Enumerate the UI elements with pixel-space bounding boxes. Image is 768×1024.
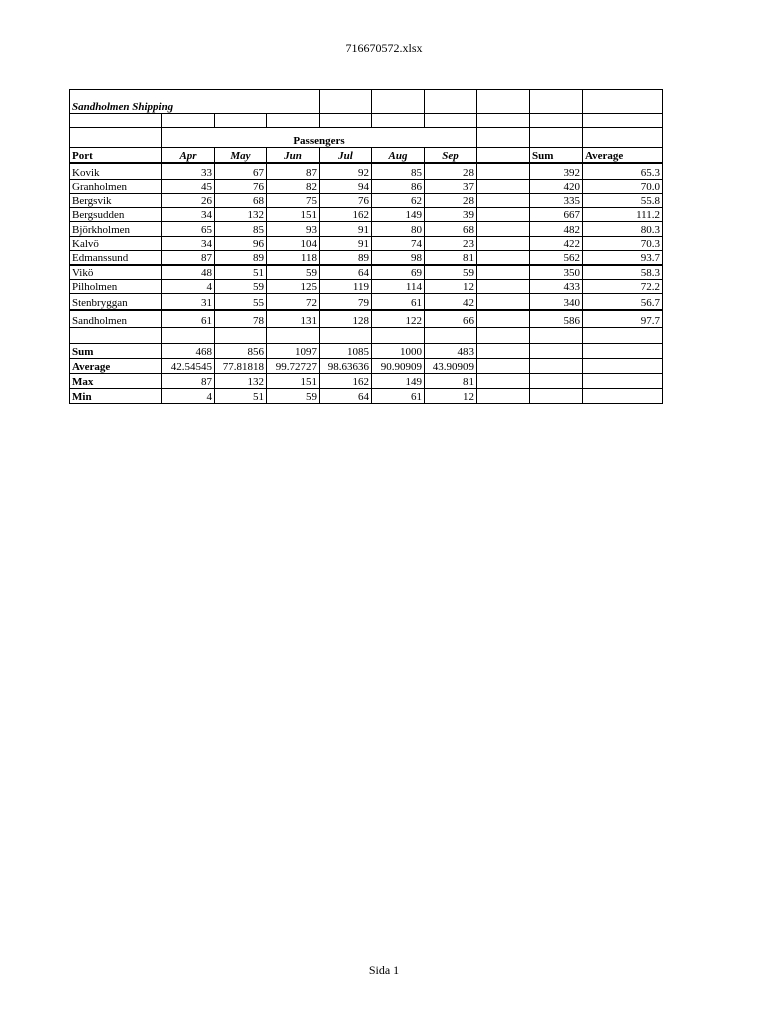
stat-value: 468 — [162, 344, 215, 359]
passenger-count: 87 — [162, 251, 215, 265]
stat-value: 132 — [215, 374, 267, 389]
stat-value: 1000 — [372, 344, 425, 359]
row-sum: 335 — [530, 194, 583, 208]
passenger-count: 122 — [372, 310, 425, 328]
passenger-table — [69, 89, 663, 404]
passenger-count: 34 — [162, 237, 215, 251]
stat-label: Min — [70, 389, 162, 404]
passenger-count: 4 — [162, 280, 215, 294]
passenger-count: 91 — [320, 237, 372, 251]
port-name: Edmanssund — [70, 251, 162, 265]
passenger-count: 72 — [267, 294, 320, 310]
blank-row — [70, 114, 663, 128]
stat-value: 81 — [425, 374, 477, 389]
table-row — [70, 310, 663, 328]
passenger-count: 78 — [215, 310, 267, 328]
port-name: Kovik — [70, 163, 162, 180]
row-average: 111.2 — [583, 208, 663, 222]
month-header: Sep — [425, 148, 477, 163]
month-header: Aug — [372, 148, 425, 163]
passenger-count: 104 — [267, 237, 320, 251]
passenger-count: 114 — [372, 280, 425, 294]
stats-row — [70, 344, 663, 359]
port-name: Granholmen — [70, 180, 162, 194]
column-header-row — [70, 148, 663, 163]
passenger-count: 59 — [267, 265, 320, 280]
passenger-count: 87 — [267, 163, 320, 180]
table-row — [70, 222, 663, 237]
passenger-count: 66 — [425, 310, 477, 328]
row-sum: 667 — [530, 208, 583, 222]
passenger-count: 131 — [267, 310, 320, 328]
row-average: 58.3 — [583, 265, 663, 280]
table-row — [70, 194, 663, 208]
passenger-count: 65 — [162, 222, 215, 237]
passenger-count: 59 — [425, 265, 477, 280]
passenger-count: 82 — [267, 180, 320, 194]
row-sum: 422 — [530, 237, 583, 251]
stat-value: 77.81818 — [215, 359, 267, 374]
table-row — [70, 237, 663, 251]
stat-label: Max — [70, 374, 162, 389]
row-sum: 392 — [530, 163, 583, 180]
row-average: 56.7 — [583, 294, 663, 310]
page-footer: Sida 1 — [368, 963, 400, 977]
sheet-title: Sandholmen Shipping — [70, 90, 320, 114]
average-header: Average — [583, 148, 663, 163]
passenger-count: 118 — [267, 251, 320, 265]
row-sum: 420 — [530, 180, 583, 194]
row-average: 72.2 — [583, 280, 663, 294]
passenger-count: 91 — [320, 222, 372, 237]
table-row — [70, 163, 663, 180]
table-row — [70, 208, 663, 222]
passenger-count: 26 — [162, 194, 215, 208]
passenger-count: 75 — [267, 194, 320, 208]
stat-value: 149 — [372, 374, 425, 389]
row-sum: 350 — [530, 265, 583, 280]
row-average: 70.3 — [583, 237, 663, 251]
passenger-count: 37 — [425, 180, 477, 194]
passenger-count: 12 — [425, 280, 477, 294]
passenger-count: 76 — [320, 194, 372, 208]
stat-value: 856 — [215, 344, 267, 359]
passenger-count: 94 — [320, 180, 372, 194]
stat-value: 64 — [320, 389, 372, 404]
table-row — [70, 265, 663, 280]
passenger-count: 64 — [320, 265, 372, 280]
passenger-count: 69 — [372, 265, 425, 280]
passenger-count: 68 — [425, 222, 477, 237]
passenger-count: 149 — [372, 208, 425, 222]
passenger-count: 61 — [162, 310, 215, 328]
port-name: Bergsvik — [70, 194, 162, 208]
stat-value: 1097 — [267, 344, 320, 359]
title-row — [70, 90, 663, 114]
stats-row — [70, 389, 663, 404]
passenger-count: 48 — [162, 265, 215, 280]
passenger-count: 51 — [215, 265, 267, 280]
file-name-header: 716670572.xlsx — [345, 41, 423, 55]
passenger-count: 68 — [215, 194, 267, 208]
passenger-count: 128 — [320, 310, 372, 328]
stat-value: 151 — [267, 374, 320, 389]
stat-value: 61 — [372, 389, 425, 404]
stat-value: 90.90909 — [372, 359, 425, 374]
table-row — [70, 180, 663, 194]
table-row — [70, 280, 663, 294]
passenger-count: 28 — [425, 163, 477, 180]
month-header: Jun — [267, 148, 320, 163]
stat-value: 98.63636 — [320, 359, 372, 374]
sum-header: Sum — [530, 148, 583, 163]
passenger-count: 45 — [162, 180, 215, 194]
port-name: Pilholmen — [70, 280, 162, 294]
row-average: 70.0 — [583, 180, 663, 194]
passenger-count: 23 — [425, 237, 477, 251]
stat-label: Average — [70, 359, 162, 374]
passenger-count: 33 — [162, 163, 215, 180]
passenger-count: 42 — [425, 294, 477, 310]
row-sum: 562 — [530, 251, 583, 265]
passenger-count: 125 — [267, 280, 320, 294]
row-average: 80.3 — [583, 222, 663, 237]
stats-row — [70, 359, 663, 374]
stat-value: 59 — [267, 389, 320, 404]
passenger-count: 89 — [320, 251, 372, 265]
stat-value: 51 — [215, 389, 267, 404]
group-header-row — [70, 128, 663, 148]
table-row — [70, 294, 663, 310]
port-name: Sandholmen — [70, 310, 162, 328]
passenger-count: 85 — [215, 222, 267, 237]
passenger-count: 119 — [320, 280, 372, 294]
passenger-count: 98 — [372, 251, 425, 265]
stat-value: 87 — [162, 374, 215, 389]
passenger-count: 151 — [267, 208, 320, 222]
month-header: May — [215, 148, 267, 163]
row-sum: 340 — [530, 294, 583, 310]
stat-value: 99.72727 — [267, 359, 320, 374]
row-average: 97.7 — [583, 310, 663, 328]
passenger-count: 89 — [215, 251, 267, 265]
row-average: 93.7 — [583, 251, 663, 265]
passenger-count: 81 — [425, 251, 477, 265]
month-header: Jul — [320, 148, 372, 163]
port-name: Vikö — [70, 265, 162, 280]
passenger-count: 61 — [372, 294, 425, 310]
port-name: Stenbryggan — [70, 294, 162, 310]
stat-value: 483 — [425, 344, 477, 359]
blank-row — [70, 328, 663, 344]
passenger-count: 80 — [372, 222, 425, 237]
table-row — [70, 251, 663, 265]
stat-value: 42.54545 — [162, 359, 215, 374]
month-header: Apr — [162, 148, 215, 163]
row-sum: 482 — [530, 222, 583, 237]
stats-row — [70, 374, 663, 389]
passenger-count: 85 — [372, 163, 425, 180]
passenger-count: 31 — [162, 294, 215, 310]
passenger-count: 62 — [372, 194, 425, 208]
passenger-count: 76 — [215, 180, 267, 194]
row-sum: 433 — [530, 280, 583, 294]
passenger-count: 86 — [372, 180, 425, 194]
port-name: Björkholmen — [70, 222, 162, 237]
passenger-count: 162 — [320, 208, 372, 222]
stat-value: 12 — [425, 389, 477, 404]
passenger-count: 55 — [215, 294, 267, 310]
passengers-header: Passengers — [162, 128, 477, 148]
passenger-count: 74 — [372, 237, 425, 251]
passenger-count: 96 — [215, 237, 267, 251]
passenger-count: 39 — [425, 208, 477, 222]
stat-value: 162 — [320, 374, 372, 389]
passenger-count: 34 — [162, 208, 215, 222]
row-average: 65.3 — [583, 163, 663, 180]
stat-value: 43.90909 — [425, 359, 477, 374]
stat-value: 1085 — [320, 344, 372, 359]
row-sum: 586 — [530, 310, 583, 328]
passenger-count: 92 — [320, 163, 372, 180]
passenger-count: 67 — [215, 163, 267, 180]
passenger-count: 79 — [320, 294, 372, 310]
port-header: Port — [70, 148, 162, 163]
stat-value: 4 — [162, 389, 215, 404]
port-name: Bergsudden — [70, 208, 162, 222]
stat-label: Sum — [70, 344, 162, 359]
passenger-count: 93 — [267, 222, 320, 237]
port-name: Kalvö — [70, 237, 162, 251]
passenger-count: 132 — [215, 208, 267, 222]
passenger-count: 59 — [215, 280, 267, 294]
row-average: 55.8 — [583, 194, 663, 208]
passenger-count: 28 — [425, 194, 477, 208]
